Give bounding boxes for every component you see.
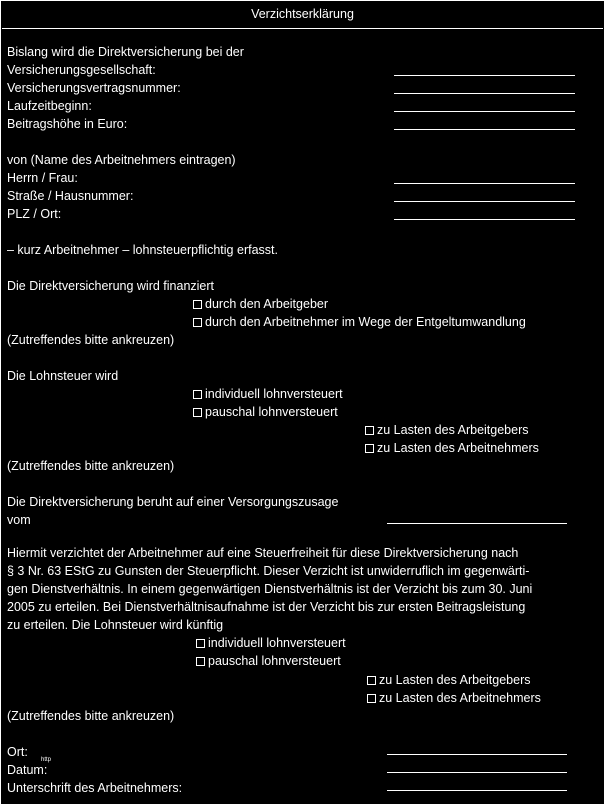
checkbox-icon[interactable] xyxy=(193,300,202,309)
start-date-field[interactable] xyxy=(394,111,575,112)
pension-date-label: vom xyxy=(7,513,31,527)
checkbox-icon[interactable] xyxy=(367,676,376,685)
employee-name-label: Herrn / Frau: xyxy=(7,171,78,185)
start-date-label: Laufzeitbeginn: xyxy=(7,99,92,113)
waiver-line: 2005 zu erteilen. Bei Dienstverhältnisaufnahme ist der Verzicht bis zur ersten Beitragsleistung xyxy=(7,600,526,614)
taxation-label: Die Lohnsteuer wird xyxy=(7,369,119,383)
checkbox-label: zu Lasten des Arbeitnehmers xyxy=(377,441,539,455)
premium-field[interactable] xyxy=(394,129,575,130)
checkbox-future-individual-tax[interactable] xyxy=(196,635,346,651)
checkbox-future-flat-tax[interactable] xyxy=(196,653,341,669)
premium-label: Beitragshöhe in Euro: xyxy=(7,117,128,131)
checkbox-label: pauschal lohnversteuert xyxy=(205,405,338,419)
checkbox-individual-tax[interactable] xyxy=(193,386,343,402)
signature-label: Unterschrift des Arbeitnehmers: xyxy=(7,781,183,795)
checkbox-future-employee-burden[interactable] xyxy=(367,690,541,706)
waiver-line: Hiermit verzichtet der Arbeitnehmer auf eine Steuerfreiheit für diese Direktversicherung nach xyxy=(7,546,519,560)
date-label: Datum: xyxy=(7,763,48,777)
checkbox-employee-financed[interactable] xyxy=(193,314,526,330)
checkbox-icon[interactable] xyxy=(365,426,374,435)
waiver-paragraph xyxy=(7,544,601,634)
taxation-hint: (Zutreffendes bitte ankreuzen) xyxy=(7,459,175,473)
postcode-field[interactable] xyxy=(394,219,575,220)
place-field[interactable] xyxy=(387,754,567,755)
signature-field[interactable] xyxy=(387,790,567,791)
checkbox-future-employer-burden[interactable] xyxy=(367,672,531,688)
title-row xyxy=(2,2,603,29)
date-field[interactable] xyxy=(387,772,567,773)
employee-intro: von (Name des Arbeitnehmers eintragen) xyxy=(7,153,236,167)
pension-label: Die Direktversicherung beruht auf einer Versorgungszusage xyxy=(7,495,339,509)
insurance-intro: Bislang wird die Direktversicherung bei der xyxy=(7,45,244,59)
contract-number-label: Versicherungsvertragsnummer: xyxy=(7,81,181,95)
insurer-field[interactable] xyxy=(394,75,575,76)
checkbox-label: zu Lasten des Arbeitgebers xyxy=(379,673,531,687)
waiver-line: zu erteilen. Die Lohnsteuer wird künftig xyxy=(7,618,224,632)
checkbox-label: pauschal lohnversteuert xyxy=(208,654,341,668)
checkbox-icon[interactable] xyxy=(196,639,205,648)
place-label: Ort: xyxy=(7,745,28,759)
checkbox-flat-tax[interactable] xyxy=(193,404,338,420)
checkbox-icon[interactable] xyxy=(367,694,376,703)
checkbox-label: zu Lasten des Arbeitgebers xyxy=(377,423,529,437)
checkbox-employer-burden[interactable] xyxy=(365,422,529,438)
checkbox-label: zu Lasten des Arbeitnehmers xyxy=(379,691,541,705)
pension-date-field[interactable] xyxy=(387,523,567,524)
checkbox-label: durch den Arbeitnehmer im Wege der Entgeltumwandlung xyxy=(205,315,526,329)
employee-note: – kurz Arbeitnehmer – lohnsteuerpflichtig erfasst. xyxy=(7,243,278,257)
checkbox-employee-burden[interactable] xyxy=(365,440,539,456)
checkbox-label: individuell lohnversteuert xyxy=(205,387,343,401)
street-label: Straße / Hausnummer: xyxy=(7,189,134,203)
waiver-hint: (Zutreffendes bitte ankreuzen) xyxy=(7,709,175,723)
http-mark: http xyxy=(41,757,52,763)
street-field[interactable] xyxy=(394,201,575,202)
form-title: Verzichtserklärung xyxy=(251,7,354,21)
checkbox-icon[interactable] xyxy=(365,444,374,453)
checkbox-employer-financed[interactable] xyxy=(193,296,328,312)
contract-number-field[interactable] xyxy=(394,93,575,94)
checkbox-label: individuell lohnversteuert xyxy=(208,636,346,650)
checkbox-icon[interactable] xyxy=(193,390,202,399)
waiver-line: gen Dienstverhältnis. In einem gegenwärtigen Dienstverhältnis ist der Verzicht bis zum 30. Juni xyxy=(7,582,533,596)
financing-hint: (Zutreffendes bitte ankreuzen) xyxy=(7,333,175,347)
checkbox-icon[interactable] xyxy=(193,318,202,327)
checkbox-label: durch den Arbeitgeber xyxy=(205,297,329,311)
employee-name-field[interactable] xyxy=(394,183,575,184)
checkbox-icon[interactable] xyxy=(196,657,205,666)
waiver-line: § 3 Nr. 63 EStG zu Gunsten der Steuerpflicht. Dieser Verzicht ist unwiderruflich im gegenwärti- xyxy=(7,564,530,578)
postcode-label: PLZ / Ort: xyxy=(7,207,62,221)
financing-label: Die Direktversicherung wird finanziert xyxy=(7,279,215,293)
checkbox-icon[interactable] xyxy=(193,408,202,417)
insurer-label: Versicherungsgesellschaft: xyxy=(7,63,156,77)
